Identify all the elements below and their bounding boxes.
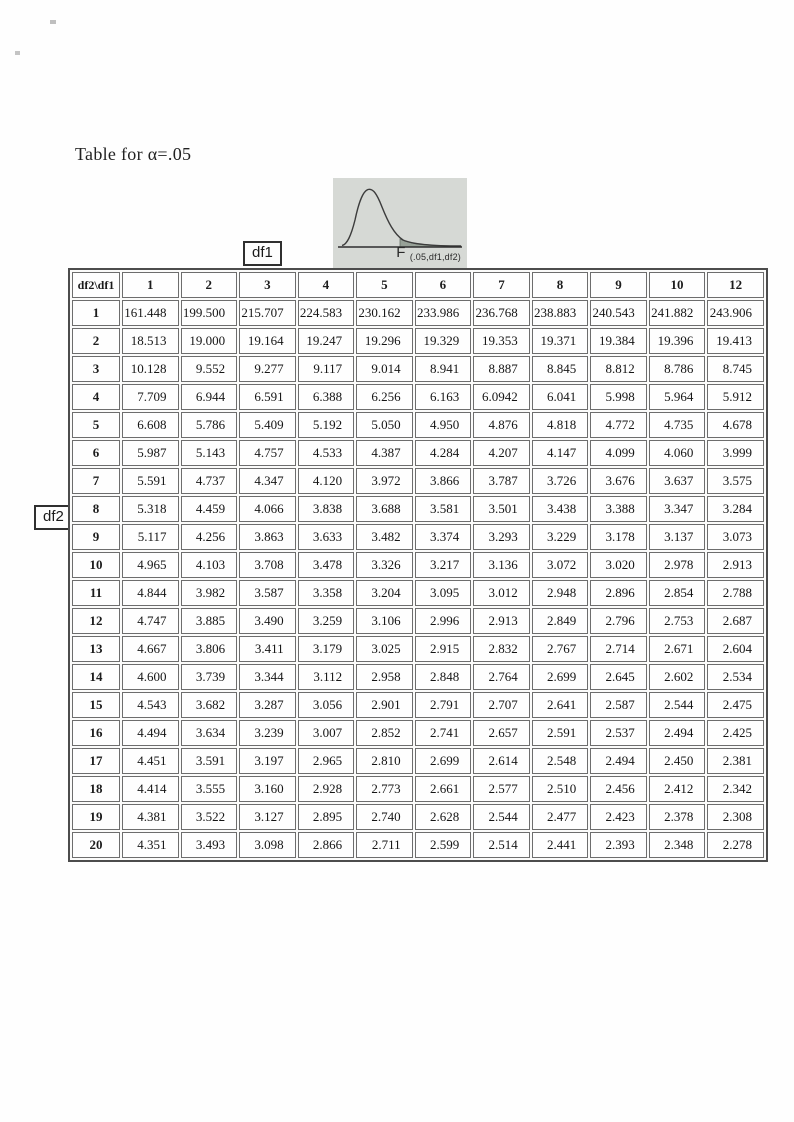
column-header-df1-1: 1 <box>122 272 179 298</box>
table-cell: 2.381 <box>707 748 764 774</box>
table-cell: 2.614 <box>473 748 530 774</box>
figure-label-subscript: (.05,df1,df2) <box>409 252 461 262</box>
table-cell: 3.501 <box>473 496 530 522</box>
table-cell: 3.739 <box>181 664 238 690</box>
table-row-df2-20 <box>72 832 764 858</box>
row-header: 13 <box>72 636 120 662</box>
table-cell: 4.451 <box>122 748 179 774</box>
table-cell: 6.608 <box>122 412 179 438</box>
table-cell: 9.552 <box>181 356 238 382</box>
table-cell: 3.287 <box>239 692 296 718</box>
row-header: 17 <box>72 748 120 774</box>
f-distribution-figure <box>333 178 467 268</box>
table-cell: 4.737 <box>181 468 238 494</box>
table-cell: 3.688 <box>356 496 413 522</box>
row-header: 6 <box>72 440 120 466</box>
table-cell: 4.347 <box>239 468 296 494</box>
table-cell: 4.965 <box>122 552 179 578</box>
table-row-df2-7 <box>72 468 764 494</box>
row-header: 12 <box>72 608 120 634</box>
table-cell: 2.477 <box>532 804 589 830</box>
table-cell: 3.137 <box>649 524 706 550</box>
corner-header: df2\df1 <box>72 272 120 298</box>
figure-label <box>333 244 461 262</box>
table-cell: 3.885 <box>181 608 238 634</box>
table-cell: 238.883 <box>532 300 589 326</box>
table-cell: 4.387 <box>356 440 413 466</box>
table-cell: 2.895 <box>298 804 355 830</box>
table-cell: 2.544 <box>473 804 530 830</box>
table-cell: 2.699 <box>532 664 589 690</box>
table-cell: 2.896 <box>590 580 647 606</box>
table-cell: 5.117 <box>122 524 179 550</box>
table-cell: 4.147 <box>532 440 589 466</box>
table-cell: 161.448 <box>122 300 179 326</box>
table-cell: 2.848 <box>415 664 472 690</box>
table-cell: 2.714 <box>590 636 647 662</box>
table-cell: 2.767 <box>532 636 589 662</box>
table-cell: 8.887 <box>473 356 530 382</box>
table-cell: 5.318 <box>122 496 179 522</box>
table-cell: 3.073 <box>707 524 764 550</box>
table-row-df2-13 <box>72 636 764 662</box>
table-cell: 3.136 <box>473 552 530 578</box>
table-cell: 9.014 <box>356 356 413 382</box>
table-cell: 2.278 <box>707 832 764 858</box>
table-cell: 6.0942 <box>473 384 530 410</box>
table-cell: 3.007 <box>298 720 355 746</box>
table-cell: 4.351 <box>122 832 179 858</box>
df1-label: df1 <box>243 241 282 266</box>
table-cell: 241.882 <box>649 300 706 326</box>
column-header-df1-9: 9 <box>590 272 647 298</box>
table-cell: 4.060 <box>649 440 706 466</box>
table-cell: 3.438 <box>532 496 589 522</box>
table-cell: 19.371 <box>532 328 589 354</box>
table-cell: 3.972 <box>356 468 413 494</box>
table-cell: 3.098 <box>239 832 296 858</box>
table-cell: 2.423 <box>590 804 647 830</box>
row-header: 15 <box>72 692 120 718</box>
table-cell: 2.687 <box>707 608 764 634</box>
table-cell: 3.259 <box>298 608 355 634</box>
table-cell: 2.425 <box>707 720 764 746</box>
table-cell: 4.494 <box>122 720 179 746</box>
table-cell: 4.600 <box>122 664 179 690</box>
table-cell: 19.353 <box>473 328 530 354</box>
scan-speck <box>15 51 20 55</box>
table-cell: 3.866 <box>415 468 472 494</box>
table-cell: 4.678 <box>707 412 764 438</box>
table-cell: 2.928 <box>298 776 355 802</box>
table-cell: 2.628 <box>415 804 472 830</box>
table-cell: 2.764 <box>473 664 530 690</box>
table-cell: 3.478 <box>298 552 355 578</box>
row-header: 1 <box>72 300 120 326</box>
table-cell: 3.095 <box>415 580 472 606</box>
table-cell: 2.753 <box>649 608 706 634</box>
table-cell: 8.941 <box>415 356 472 382</box>
table-cell: 2.645 <box>590 664 647 690</box>
table-cell: 19.164 <box>239 328 296 354</box>
table-cell: 3.106 <box>356 608 413 634</box>
row-header: 14 <box>72 664 120 690</box>
table-cell: 3.863 <box>239 524 296 550</box>
table-cell: 3.012 <box>473 580 530 606</box>
f-table <box>68 268 768 862</box>
table-cell: 4.747 <box>122 608 179 634</box>
table-cell: 4.533 <box>298 440 355 466</box>
table-cell: 2.514 <box>473 832 530 858</box>
table-cell: 3.482 <box>356 524 413 550</box>
row-header: 16 <box>72 720 120 746</box>
row-header: 5 <box>72 412 120 438</box>
table-cell: 3.555 <box>181 776 238 802</box>
table-cell: 6.163 <box>415 384 472 410</box>
table-cell: 2.548 <box>532 748 589 774</box>
column-header-df1-5: 5 <box>356 272 413 298</box>
table-cell: 4.844 <box>122 580 179 606</box>
table-cell: 2.741 <box>415 720 472 746</box>
table-cell: 19.296 <box>356 328 413 354</box>
table-cell: 5.409 <box>239 412 296 438</box>
table-cell: 3.347 <box>649 496 706 522</box>
table-cell: 2.494 <box>649 720 706 746</box>
table-cell: 4.818 <box>532 412 589 438</box>
column-header-df1-4: 4 <box>298 272 355 298</box>
table-cell: 3.179 <box>298 636 355 662</box>
table-cell: 2.913 <box>473 608 530 634</box>
table-row-df2-17 <box>72 748 764 774</box>
table-cell: 3.025 <box>356 636 413 662</box>
table-row-df2-11 <box>72 580 764 606</box>
table-row-df2-8 <box>72 496 764 522</box>
table-cell: 2.810 <box>356 748 413 774</box>
table-cell: 3.493 <box>181 832 238 858</box>
table-cell: 4.099 <box>590 440 647 466</box>
table-cell: 5.143 <box>181 440 238 466</box>
table-cell: 19.329 <box>415 328 472 354</box>
table-cell: 3.020 <box>590 552 647 578</box>
table-cell: 3.072 <box>532 552 589 578</box>
column-header-df1-10: 10 <box>649 272 706 298</box>
table-cell: 2.791 <box>415 692 472 718</box>
table-cell: 224.583 <box>298 300 355 326</box>
table-cell: 3.581 <box>415 496 472 522</box>
table-cell: 4.757 <box>239 440 296 466</box>
table-row-df2-15 <box>72 692 764 718</box>
table-cell: 10.128 <box>122 356 179 382</box>
table-cell: 2.661 <box>415 776 472 802</box>
table-row-df2-14 <box>72 664 764 690</box>
table-cell: 5.912 <box>707 384 764 410</box>
table-cell: 2.852 <box>356 720 413 746</box>
table-cell: 8.745 <box>707 356 764 382</box>
table-cell: 3.056 <box>298 692 355 718</box>
table-cell: 2.671 <box>649 636 706 662</box>
table-cell: 3.682 <box>181 692 238 718</box>
table-cell: 3.204 <box>356 580 413 606</box>
table-cell: 2.965 <box>298 748 355 774</box>
row-header: 18 <box>72 776 120 802</box>
table-cell: 6.256 <box>356 384 413 410</box>
table-cell: 3.633 <box>298 524 355 550</box>
table-cell: 5.964 <box>649 384 706 410</box>
table-cell: 3.160 <box>239 776 296 802</box>
table-cell: 2.796 <box>590 608 647 634</box>
table-cell: 4.667 <box>122 636 179 662</box>
table-cell: 2.854 <box>649 580 706 606</box>
table-cell: 3.293 <box>473 524 530 550</box>
table-cell: 9.277 <box>239 356 296 382</box>
table-cell: 3.637 <box>649 468 706 494</box>
table-cell: 4.207 <box>473 440 530 466</box>
table-cell: 3.127 <box>239 804 296 830</box>
table-cell: 2.641 <box>532 692 589 718</box>
row-header: 3 <box>72 356 120 382</box>
table-cell: 2.378 <box>649 804 706 830</box>
table-cell: 4.950 <box>415 412 472 438</box>
table-cell: 2.577 <box>473 776 530 802</box>
table-cell: 7.709 <box>122 384 179 410</box>
table-cell: 2.494 <box>590 748 647 774</box>
table-cell: 2.915 <box>415 636 472 662</box>
row-header: 8 <box>72 496 120 522</box>
table-cell: 5.591 <box>122 468 179 494</box>
row-header: 20 <box>72 832 120 858</box>
figure-label-f: F <box>396 244 406 261</box>
table-cell: 236.768 <box>473 300 530 326</box>
table-cell: 3.197 <box>239 748 296 774</box>
table-cell: 6.041 <box>532 384 589 410</box>
table-cell: 2.602 <box>649 664 706 690</box>
table-cell: 3.587 <box>239 580 296 606</box>
column-header-df1-12: 12 <box>707 272 764 298</box>
table-cell: 3.374 <box>415 524 472 550</box>
table-row-df2-2 <box>72 328 764 354</box>
row-header: 9 <box>72 524 120 550</box>
table-cell: 240.543 <box>590 300 647 326</box>
table-cell: 4.066 <box>239 496 296 522</box>
table-row-df2-18 <box>72 776 764 802</box>
table-cell: 3.591 <box>181 748 238 774</box>
table-cell: 3.358 <box>298 580 355 606</box>
table-cell: 2.657 <box>473 720 530 746</box>
table-cell: 4.284 <box>415 440 472 466</box>
table-cell: 6.944 <box>181 384 238 410</box>
table-cell: 2.788 <box>707 580 764 606</box>
table-cell: 2.450 <box>649 748 706 774</box>
table-cell: 3.726 <box>532 468 589 494</box>
table-cell: 19.000 <box>181 328 238 354</box>
row-header: 7 <box>72 468 120 494</box>
table-cell: 2.866 <box>298 832 355 858</box>
table-cell: 4.381 <box>122 804 179 830</box>
table-cell: 2.978 <box>649 552 706 578</box>
table-cell: 215.707 <box>239 300 296 326</box>
table-cell: 3.490 <box>239 608 296 634</box>
table-row-df2-1 <box>72 300 764 326</box>
table-cell: 2.456 <box>590 776 647 802</box>
table-row-df2-10 <box>72 552 764 578</box>
table-cell: 3.982 <box>181 580 238 606</box>
table-cell: 4.876 <box>473 412 530 438</box>
table-cell: 230.162 <box>356 300 413 326</box>
table-cell: 2.544 <box>649 692 706 718</box>
table-cell: 4.256 <box>181 524 238 550</box>
curve-line <box>342 189 461 246</box>
column-header-df1-3: 3 <box>239 272 296 298</box>
table-cell: 2.773 <box>356 776 413 802</box>
table-cell: 2.711 <box>356 832 413 858</box>
table-cell: 8.786 <box>649 356 706 382</box>
table-cell: 3.112 <box>298 664 355 690</box>
table-cell: 8.845 <box>532 356 589 382</box>
table-cell: 19.247 <box>298 328 355 354</box>
table-cell: 3.229 <box>532 524 589 550</box>
table-cell: 4.120 <box>298 468 355 494</box>
table-cell: 3.344 <box>239 664 296 690</box>
table-cell: 2.948 <box>532 580 589 606</box>
table-cell: 3.388 <box>590 496 647 522</box>
table-cell: 2.308 <box>707 804 764 830</box>
table-cell: 19.396 <box>649 328 706 354</box>
column-header-df1-7: 7 <box>473 272 530 298</box>
table-cell: 2.537 <box>590 720 647 746</box>
row-header: 2 <box>72 328 120 354</box>
table-cell: 2.996 <box>415 608 472 634</box>
table-cell: 3.522 <box>181 804 238 830</box>
table-cell: 233.986 <box>415 300 472 326</box>
table-cell: 5.192 <box>298 412 355 438</box>
df2-label: df2 <box>34 505 73 530</box>
table-row-df2-19 <box>72 804 764 830</box>
table-cell: 4.735 <box>649 412 706 438</box>
table-cell: 5.050 <box>356 412 413 438</box>
table-cell: 18.513 <box>122 328 179 354</box>
row-header: 10 <box>72 552 120 578</box>
table-cell: 3.326 <box>356 552 413 578</box>
table-cell: 3.178 <box>590 524 647 550</box>
table-cell: 3.217 <box>415 552 472 578</box>
column-header-df1-8: 8 <box>532 272 589 298</box>
table-cell: 2.913 <box>707 552 764 578</box>
table-cell: 3.634 <box>181 720 238 746</box>
table-row-df2-5 <box>72 412 764 438</box>
table-cell: 3.999 <box>707 440 764 466</box>
table-cell: 2.699 <box>415 748 472 774</box>
row-header: 4 <box>72 384 120 410</box>
table-row-df2-3 <box>72 356 764 382</box>
table-cell: 2.604 <box>707 636 764 662</box>
table-row-df2-9 <box>72 524 764 550</box>
table-cell: 3.284 <box>707 496 764 522</box>
table-cell: 4.543 <box>122 692 179 718</box>
row-header: 19 <box>72 804 120 830</box>
table-cell: 4.459 <box>181 496 238 522</box>
row-header: 11 <box>72 580 120 606</box>
table-cell: 9.117 <box>298 356 355 382</box>
table-cell: 4.103 <box>181 552 238 578</box>
table-cell: 2.510 <box>532 776 589 802</box>
table-cell: 4.772 <box>590 412 647 438</box>
table-row-df2-4 <box>72 384 764 410</box>
table-cell: 2.393 <box>590 832 647 858</box>
table-cell: 2.475 <box>707 692 764 718</box>
table-cell: 19.413 <box>707 328 764 354</box>
table-cell: 2.534 <box>707 664 764 690</box>
table-row-df2-6 <box>72 440 764 466</box>
table-cell: 8.812 <box>590 356 647 382</box>
table-row-df2-16 <box>72 720 764 746</box>
table-cell: 2.849 <box>532 608 589 634</box>
table-cell: 2.901 <box>356 692 413 718</box>
table-cell: 2.599 <box>415 832 472 858</box>
table-cell: 4.414 <box>122 776 179 802</box>
table-cell: 3.806 <box>181 636 238 662</box>
table-cell: 3.838 <box>298 496 355 522</box>
table-row-df2-12 <box>72 608 764 634</box>
table-cell: 2.348 <box>649 832 706 858</box>
table-cell: 6.388 <box>298 384 355 410</box>
table-cell: 2.958 <box>356 664 413 690</box>
table-cell: 3.708 <box>239 552 296 578</box>
table-cell: 2.832 <box>473 636 530 662</box>
table-cell: 2.740 <box>356 804 413 830</box>
table-cell: 19.384 <box>590 328 647 354</box>
table-cell: 3.411 <box>239 636 296 662</box>
column-header-df1-6: 6 <box>415 272 472 298</box>
table-cell: 199.500 <box>181 300 238 326</box>
table-cell: 2.441 <box>532 832 589 858</box>
page-title: Table for α=.05 <box>75 144 192 164</box>
table-cell: 2.412 <box>649 776 706 802</box>
table-cell: 3.575 <box>707 468 764 494</box>
table-cell: 2.342 <box>707 776 764 802</box>
table-header-row <box>72 272 764 298</box>
table-cell: 2.591 <box>532 720 589 746</box>
table-cell: 243.906 <box>707 300 764 326</box>
scan-speck <box>50 20 56 24</box>
table-cell: 5.987 <box>122 440 179 466</box>
table-cell: 6.591 <box>239 384 296 410</box>
table-cell: 2.587 <box>590 692 647 718</box>
table-cell: 3.787 <box>473 468 530 494</box>
table-cell: 3.676 <box>590 468 647 494</box>
table-cell: 3.239 <box>239 720 296 746</box>
table-cell: 5.998 <box>590 384 647 410</box>
table-cell: 2.707 <box>473 692 530 718</box>
column-header-df1-2: 2 <box>181 272 238 298</box>
table-cell: 5.786 <box>181 412 238 438</box>
